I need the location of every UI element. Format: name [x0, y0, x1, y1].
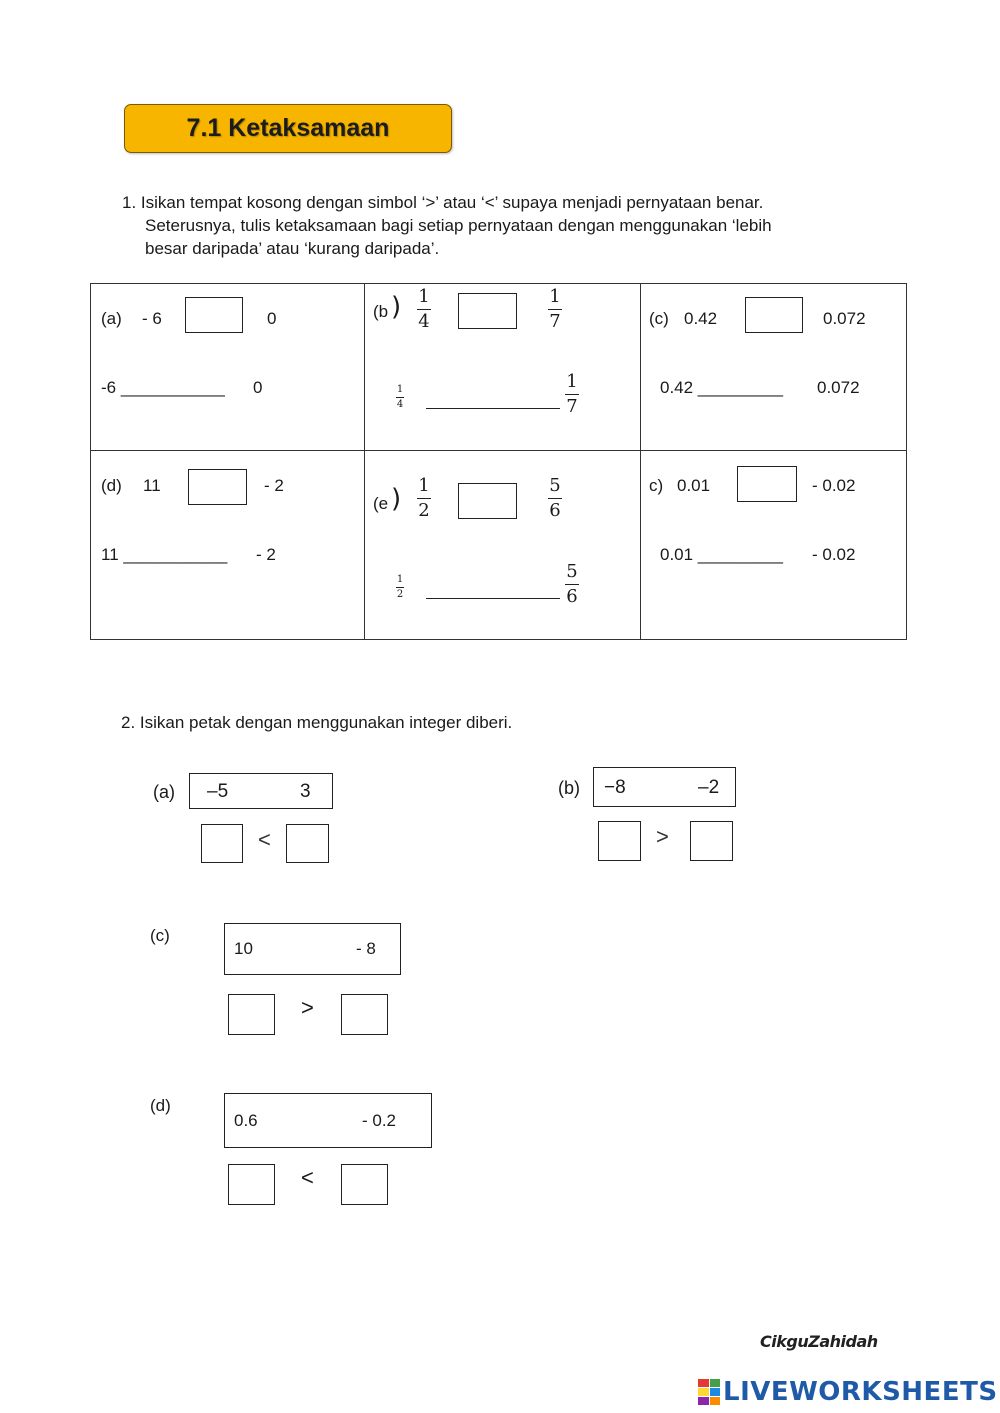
page-title: 7.1 Ketaksamaan [186, 114, 390, 142]
fraction-denominator: 7 [566, 396, 578, 417]
q1e-paren: ) [391, 484, 402, 514]
fraction-denominator: 7 [549, 311, 561, 332]
liveworksheets-logo-icon [698, 1379, 720, 1405]
table-divider [640, 284, 641, 639]
q2d-answer-left[interactable] [228, 1164, 275, 1205]
q1d-statement-left: 11 ___________ [101, 545, 228, 564]
q1a-statement-left: -6 ___________ [101, 378, 225, 397]
q1f-label: c) [649, 476, 664, 495]
fraction-denominator: 2 [418, 500, 430, 521]
fraction-numerator: 1 [418, 475, 430, 496]
table-divider [91, 450, 906, 451]
q2b-sign: > [656, 824, 669, 849]
q2a-number-2: 3 [300, 781, 311, 802]
q1c-symbol-input[interactable] [745, 297, 803, 333]
q2c-answer-right[interactable] [341, 994, 388, 1035]
fraction-denominator: 6 [549, 500, 561, 521]
q2c-answer-left[interactable] [228, 994, 275, 1035]
q1e-label: (e [373, 494, 389, 513]
q1e-fraction-right [548, 477, 562, 520]
q1e-statement-input[interactable] [426, 598, 560, 599]
fraction-numerator: 1 [396, 384, 404, 395]
q2d-sign: < [301, 1165, 314, 1190]
q1-instruction-line1: 1. Isikan tempat kosong dengan simbol ‘>’ atau ‘<’ supaya menjadi pernyataan benar. [122, 193, 764, 212]
q1b-paren: ) [391, 292, 402, 322]
q1b-symbol-input[interactable] [458, 293, 517, 329]
q1a-statement-input[interactable] [125, 372, 245, 398]
fraction-numerator: 1 [418, 286, 430, 307]
q1a-label: (a) [101, 309, 122, 328]
q2b-number-2: –2 [698, 777, 720, 798]
q1-instruction-line2: Seterusnya, tulis ketaksamaan bagi setiap pernyataan dengan menggunakan ‘lebih [145, 216, 772, 235]
q1f-symbol-input[interactable] [737, 466, 797, 502]
q1d-label: (d) [101, 476, 122, 495]
brand-name: LIVEWORKSHEETS [723, 1377, 998, 1407]
q1d-right-value: - 2 [264, 476, 284, 495]
q1b-statement-input[interactable] [426, 408, 560, 409]
q1f-statement-right: - 0.02 [812, 545, 856, 564]
fraction-denominator: 4 [396, 399, 404, 410]
q2c-number-2: - 8 [356, 939, 376, 958]
q1d-statement-input[interactable] [129, 539, 251, 565]
table-divider [364, 284, 365, 639]
q2a-sign: < [258, 827, 271, 852]
q1f-left-value: 0.01 [677, 476, 711, 495]
q1c-left-value: 0.42 [684, 309, 718, 328]
q1a-right-value: 0 [267, 309, 277, 328]
q2d-answer-right[interactable] [341, 1164, 388, 1205]
q2a-number-1: –5 [207, 781, 229, 802]
q1-instruction-line3: besar daripada’ atau ‘kurang daripada’. [145, 239, 440, 258]
q2b-label: (b) [558, 778, 580, 798]
q1c-right-value: 0.072 [823, 309, 866, 328]
q1c-statement-input[interactable] [705, 372, 809, 398]
q1e-symbol-input[interactable] [458, 483, 517, 519]
q2b-answer-right[interactable] [690, 821, 733, 861]
title-banner [124, 104, 452, 153]
fraction-denominator: 6 [566, 586, 578, 607]
q2-instruction: 2. Isikan petak dengan menggunakan integer diberi. [121, 713, 513, 732]
fraction-numerator: 1 [549, 286, 561, 307]
q1f-statement-left: 0.01 _________ [660, 545, 783, 564]
q2b-answer-left[interactable] [598, 821, 641, 861]
q1e-statement-fraction-left [396, 575, 404, 600]
fraction-numerator: 5 [549, 475, 561, 496]
q1c-statement-right: 0.072 [817, 378, 860, 397]
q1b-label: (b [373, 302, 389, 321]
fraction-numerator: 1 [566, 371, 578, 392]
q1b-fraction-right [548, 288, 562, 331]
q2a-answer-right[interactable] [286, 824, 329, 863]
q1e-fraction-left [417, 477, 431, 520]
q2c-sign: > [301, 995, 314, 1020]
q1b-statement-fraction-right [565, 373, 579, 416]
q1-table [90, 283, 907, 640]
q2d-number-2: - 0.2 [362, 1111, 397, 1130]
fraction-denominator: 2 [396, 589, 404, 600]
q1c-label: (c) [649, 309, 669, 328]
fraction-denominator: 4 [418, 311, 430, 332]
q2c-label: (c) [150, 926, 170, 945]
q1b-fraction-left [417, 288, 431, 331]
q2c-number-1: 10 [234, 939, 253, 958]
q1e-statement-fraction-right [565, 563, 579, 606]
q1f-statement-input[interactable] [705, 539, 809, 565]
q2a-label: (a) [153, 782, 175, 802]
q1b-statement-fraction-left [396, 385, 404, 410]
q1a-left-value: - 6 [142, 309, 162, 328]
q1f-right-value: - 0.02 [812, 476, 856, 495]
q1d-symbol-input[interactable] [188, 469, 247, 505]
fraction-numerator: 1 [396, 574, 404, 585]
q1a-symbol-input[interactable] [185, 297, 243, 333]
q2a-answer-left[interactable] [201, 824, 243, 863]
author-signature: CikguZahidah [760, 1332, 878, 1351]
q1a-statement-right: 0 [253, 378, 263, 397]
q1d-statement-right: - 2 [256, 545, 276, 564]
q2b-number-1: −8 [604, 777, 626, 798]
q1c-statement-left: 0.42 _________ [660, 378, 783, 397]
q2d-label: (d) [150, 1096, 171, 1115]
fraction-numerator: 5 [566, 561, 578, 582]
q2d-number-1: 0.6 [234, 1111, 258, 1130]
brand-footer [698, 1377, 998, 1407]
q1d-left-value: 11 [143, 476, 161, 495]
